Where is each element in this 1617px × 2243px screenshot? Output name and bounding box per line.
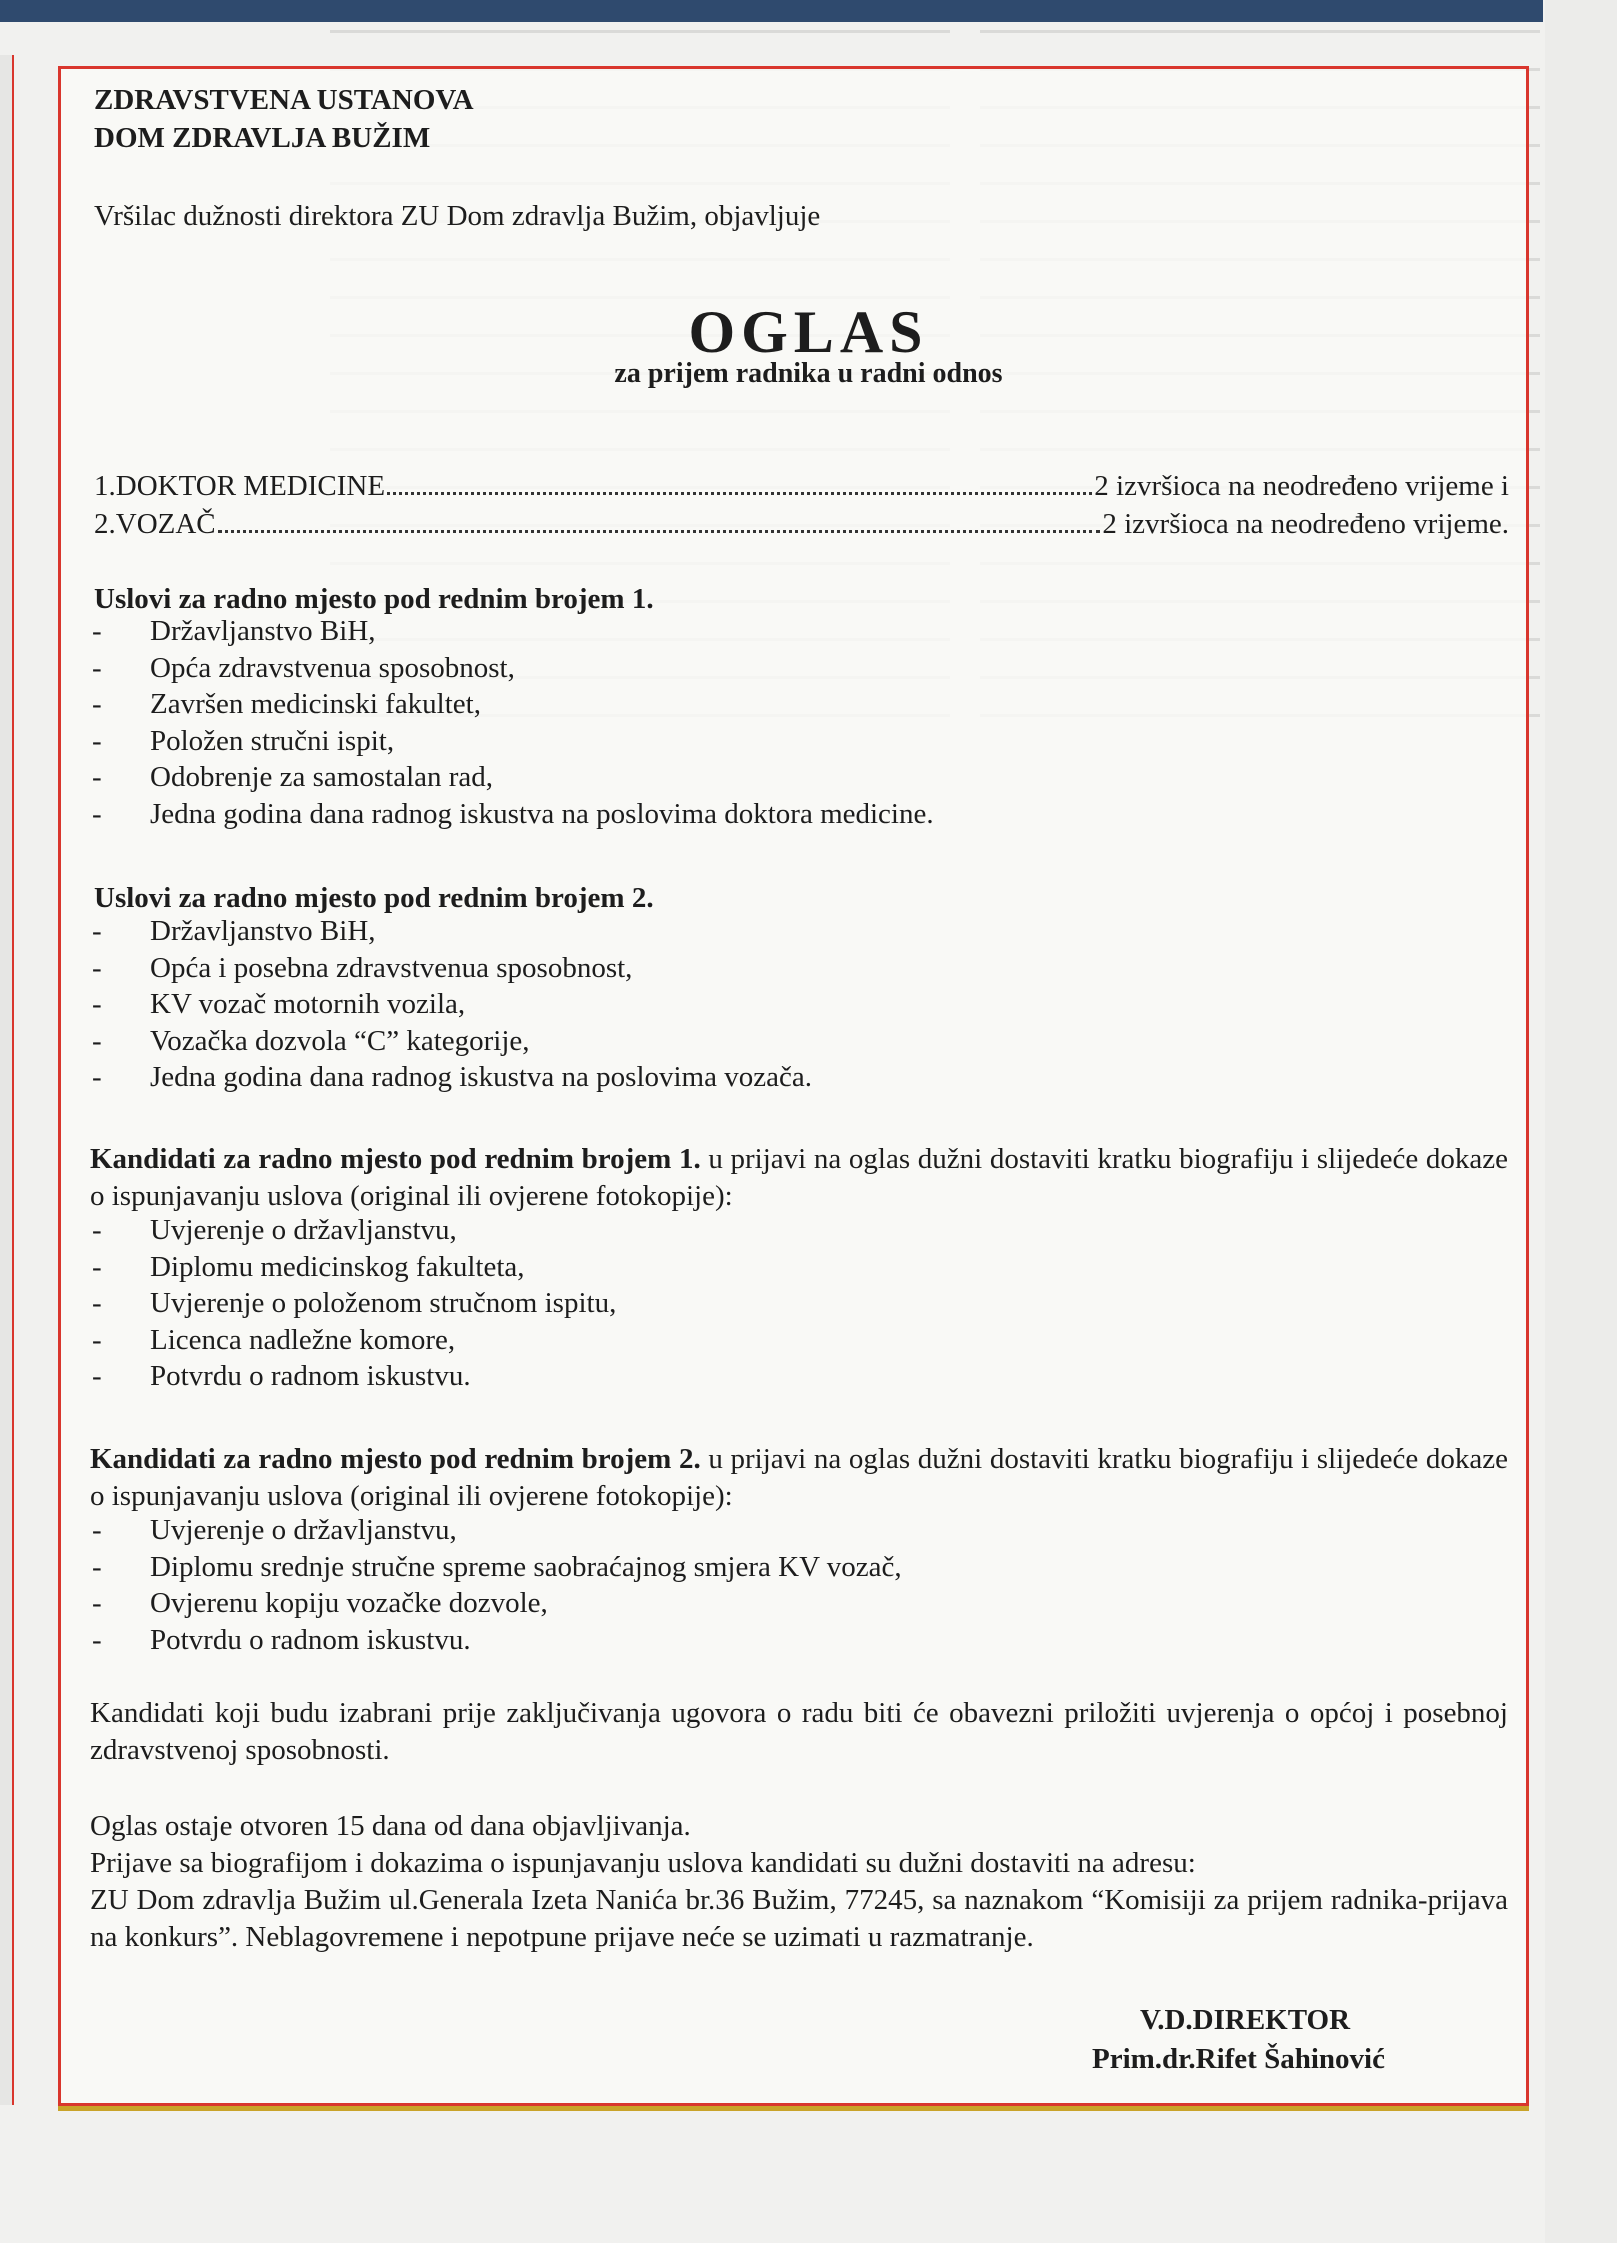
position-name: 2.VOZAČ — [94, 508, 216, 540]
list-item: - KV vozač motornih vozila, — [90, 986, 812, 1023]
docs-2-text: u prijavi na oglas dužni dostaviti kratku biografiju i slijedeće dokaze o ispunjavanju uslova (original ili ovjerene fotokopije): — [90, 1443, 1508, 1512]
list-item: - Potvrdu o radnom iskustvu. — [90, 1358, 616, 1395]
list-item: - Državljanstvo BiH, — [90, 613, 934, 650]
list-item: - Položen stručni ispit, — [90, 723, 934, 760]
list-item: - Jedna godina dana radnog iskustva na poslovima doktora medicine. — [90, 796, 934, 833]
list-item: - Odobrenje za samostalan rad, — [90, 759, 934, 796]
list-item: - Uvjerenje o državljanstvu, — [90, 1512, 902, 1549]
list-item: - Ovjerenu kopiju vozačke dozvole, — [90, 1585, 902, 1622]
list-item: - Diplomu medicinskog fakulteta, — [90, 1249, 616, 1286]
list-item: - Diplomu srednje stručne spreme saobraćajnog smjera KV vozač, — [90, 1549, 902, 1586]
signature-role: V.D.DIREKTOR — [1140, 2004, 1351, 2036]
conditions-1-heading: Uslovi za radno mjesto pod rednim brojem 1. — [94, 583, 654, 615]
docs-2-list — [90, 1512, 902, 1658]
conditions-2-heading: Uslovi za radno mjesto pod rednim brojem 2. — [94, 882, 654, 914]
dot-leader — [387, 470, 1092, 495]
ad-subtitle: za prijem radnika u radni odnos — [614, 358, 1003, 389]
list-item: - Državljanstvo BiH, — [90, 913, 812, 950]
list-item: - Jedna godina dana radnog iskustva na poslovima vozača. — [90, 1059, 812, 1096]
list-item: - Licenca nadležne komore, — [90, 1322, 616, 1359]
docs-2-lead: Kandidati za radno mjesto pod rednim brojem 2. — [90, 1443, 701, 1475]
intro-line: Vršilac dužnosti direktora ZU Dom zdravlja Bužim, objavljuje — [94, 200, 821, 232]
org-name-line-2: DOM ZDRAVLJA BUŽIM — [94, 122, 431, 154]
list-item: - Završen medicinski fakultet, — [90, 686, 934, 723]
docs-1-list — [90, 1212, 616, 1395]
docs-1-text: u prijavi na oglas dužni dostaviti kratku biografiju i slijedeće dokaze o ispunjavanju uslova (original ili ovjerene fotokopije): — [90, 1143, 1508, 1212]
closing-line-3: ZU Dom zdravlja Bužim ul.Generala Izeta Nanića br.36 Bužim, 77245, sa naznakom “Komisiji za prijem radnika-prijava na konkurs”. Neblagovremene i nepotpune prijave neće se uzimati u razmatranje. — [90, 1884, 1508, 1953]
signature-name: Prim.dr.Rifet Šahinović — [1092, 2043, 1385, 2075]
list-item: - Opća zdravstvenua sposobnost, — [90, 650, 934, 687]
docs-2-paragraph — [90, 1441, 1508, 1515]
closing-line-2: Prijave sa biografijom i dokazima o ispunjavanju uslova kandidati su dužni dostaviti na adresu: — [90, 1847, 1196, 1879]
conditions-1-list — [90, 613, 934, 832]
ad-title: OGLAS — [688, 299, 929, 365]
dot-leader — [218, 508, 1101, 533]
health-note: Kandidati koji budu izabrani prije zaključivanja ugovora o radu biti će obavezni priložiti uvjerenja o općoj i posebnoj zdravstvenoj sposobnosti. — [90, 1697, 1508, 1766]
docs-1-paragraph — [90, 1141, 1508, 1215]
list-item: - Opća i posebna zdravstvenua sposobnost, — [90, 950, 812, 987]
list-item: - Uvjerenje o državljanstvu, — [90, 1212, 616, 1249]
list-item: - Uvjerenje o položenom stručnom ispitu, — [90, 1285, 616, 1322]
docs-1-lead: Kandidati za radno mjesto pod rednim brojem 1. — [90, 1143, 701, 1175]
position-count: 2 izvršioca na neodređeno vrijeme. — [1102, 508, 1509, 540]
position-count: 2 izvršioca na neodređeno vrijeme i — [1094, 470, 1509, 502]
conditions-2-list — [90, 913, 812, 1096]
list-item: - Vozačka dozvola “C” kategorije, — [90, 1023, 812, 1060]
newspaper-top-strip — [0, 0, 1543, 22]
closing-line-1: Oglas ostaje otvoren 15 dana od dana objavljivanja. — [90, 1810, 691, 1842]
position-name: 1.DOKTOR MEDICINE — [94, 470, 386, 502]
org-name-line-1: ZDRAVSTVENA USTANOVA — [94, 84, 474, 116]
position-row — [94, 508, 1509, 541]
list-item: - Potvrdu o radnom iskustvu. — [90, 1622, 902, 1659]
position-row — [94, 470, 1509, 503]
